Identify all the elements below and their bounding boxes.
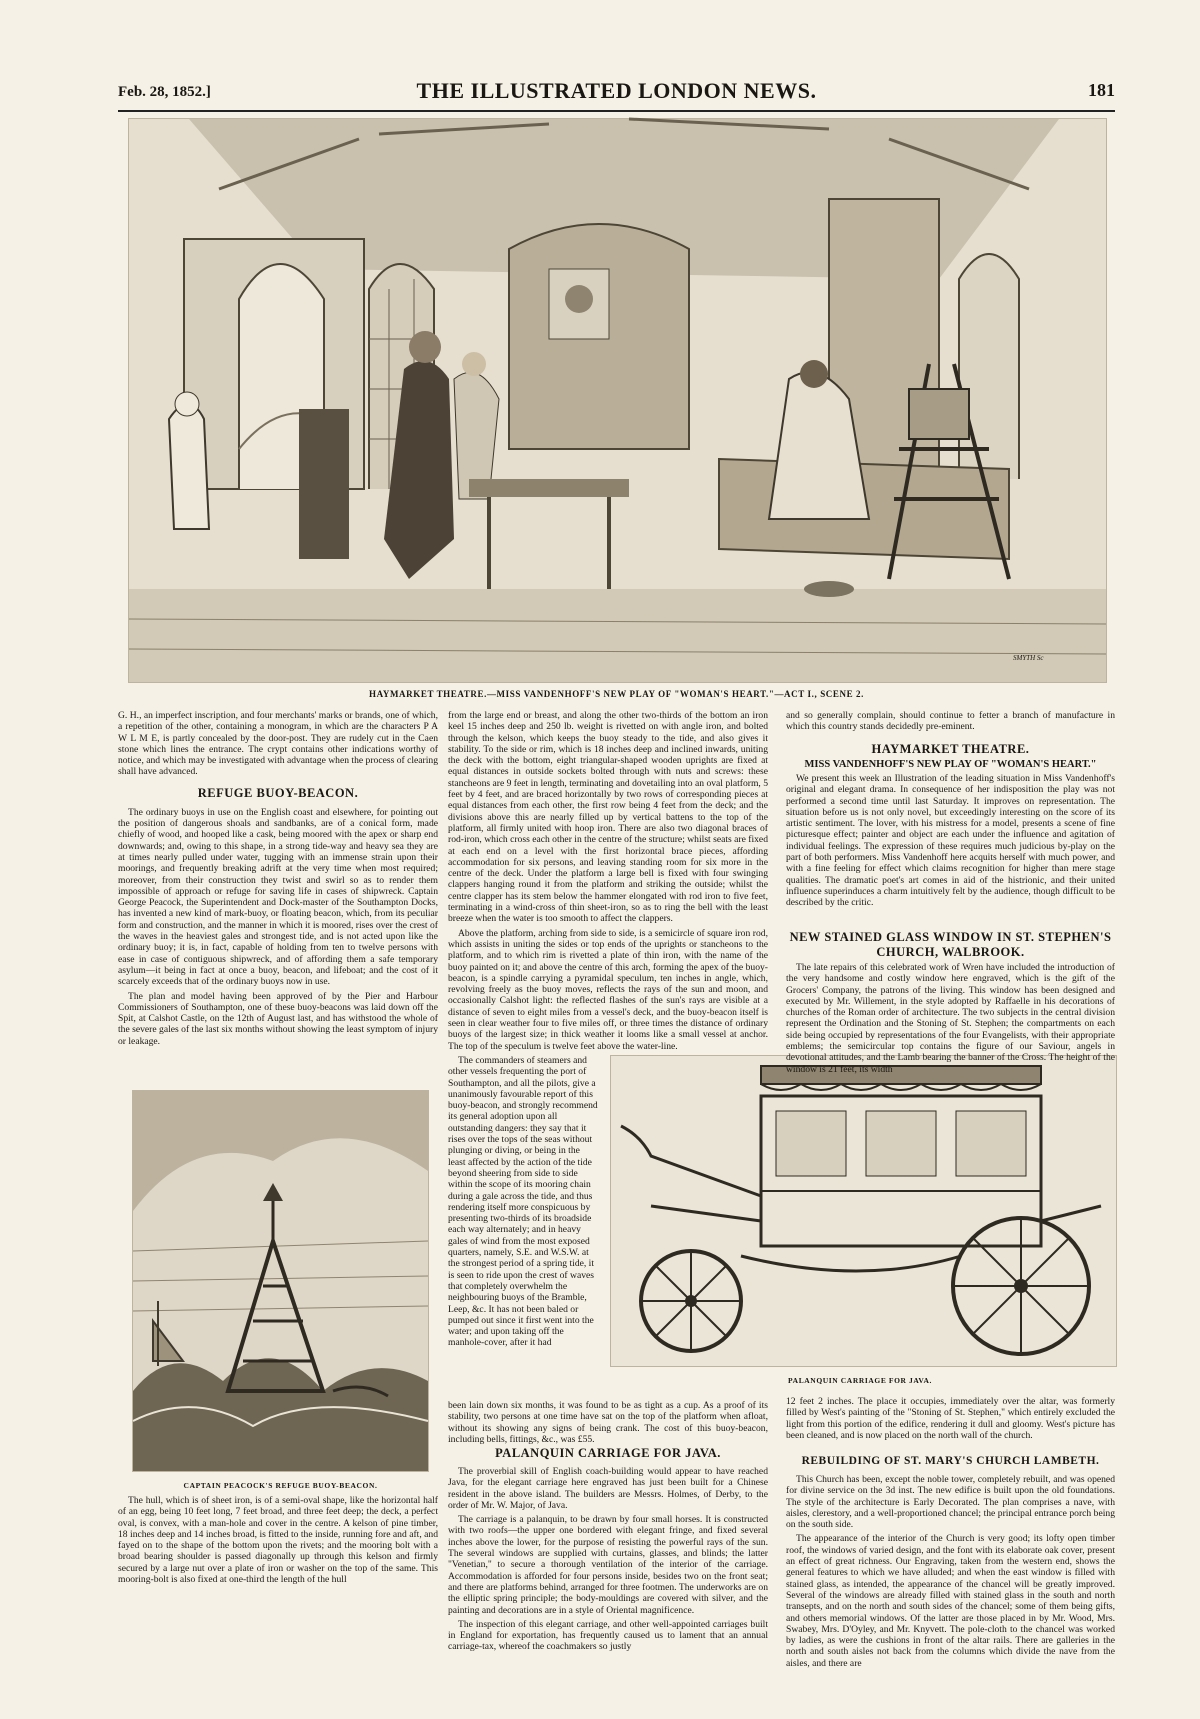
column-2-narrow bbox=[448, 1055, 598, 1400]
carriage-heading: PALANQUIN CARRIAGE FOR JAVA. bbox=[495, 1446, 721, 1460]
buoy-paragraph-3: The hull, which is of sheet iron, is of a semi-oval shape, like the horizontal half of an egg, being 10 feet long, 7 feet broad, and three feet deep; the deck, a perfect oval, is convex, with a man-hole and cover in the centre. A kelson of pine timber, 18 inches deep and 14 inches broad, is fitted to the inside, running fore and aft, and fayed on to the shape of the bottom upon the rivets; and the mooring bolt with a broad bearing shoulder is passed diagonally up through this kelson and firmly secured by a large nut over a plate of iron or washer on the top of the same. This mooring-bolt is also fixed at one-third the length of the hull bbox=[118, 1495, 438, 1586]
buoy-paragraph-5: Above the platform, arching from side to side, is a semicircle of square iron rod, which assists in uniting the sides or top ends of the uprights or stancheons to the platform, and to which rim is rivetted a plate of thin iron, with the name of the buoy painted on it; and above the centre of this arch, forming the apex of the buoy-beacon, is a spindle carrying a pyramidal speculum, ten inches in angle, which, revolving freely as the buoy moves, reflects the rays of the sun and moon, and occasionally Calshot light: the reflected flashes of the sun's rays are visible at a distance of seven to eight miles from a vessel's deck, and the buoy-beacon itself is seen in clear weather four to five miles off, or three times the distance of ordinary buoys of the largest size; in thick weather it looms like a small vessel at anchor. The top of the speculum is twelve feet above the water-line. bbox=[448, 927, 768, 1052]
column-3-theatre bbox=[786, 773, 1115, 923]
buoy-paragraph-6: The commanders of steamers and other vessels frequenting the port of Southampton, and all the pilots, give a unanimously favourable report of this buoy-beacon, and strongly recommend its general adoption upon all outstanding dangers: they say that it rises over the tops of the seas without plunging or diving, or being in the least affected by the action of the tide beyond sheering from side to side within the scope of its mooring chain during a gale across the tide, and thus rendering itself more conspicuous by presenting two-thirds of its broadside each way alternately; and in heavy gales of wind from the most exposed quarters, namely, S.E. and W.S.W. at the strongest period of a spring tide, it is seen to ride upon the crest of waves that completely overwhelm the neighbouring buoys of the Bramble, Leep, &c. It has not been baled or pumped out since it first went into the water; and upon taking off the manhole-cover, after it had bbox=[448, 1055, 598, 1349]
buoy-beacon-engraving bbox=[132, 1090, 429, 1472]
page-header bbox=[118, 78, 1115, 110]
lambeth-paragraph-2: The appearance of the interior of the Church is very good; its lofty open timber roof, the windows of varied design, and the font with its elaborate oak cover, present an effect of great richness. Our Engraving, taken from the western end, shows the general features to which we have alluded; and when the east window is filled with stained glass, as intended, the appearance of the chancel will be greatly improved. Several of the windows are already filled with stained glass in the south and north transepts, and on the north and south sides of the chancel; some of them being gifts, and others memorial windows. Of the latter are those placed in by Mr. Wood, Mrs. Swabey, Mrs. D'Oyley, and Mr. Knyvett. The pole-cloth to the chancel was worked by ladies, as were the cushions in front of the altar rails. There are galleries in the north and south aisles not back from the columns which divide the nave from the aisles, and there are bbox=[786, 1533, 1115, 1669]
theatre-caption: HAYMARKET THEATRE.—MISS VANDENHOFF'S NEW PLAY OF "WOMAN'S HEART."—ACT I., SCENE 2. bbox=[368, 689, 865, 699]
carriage-paragraph-1: The proverbial skill of English coach-building would appear to have reached Java, for the elegant carriage here engraved has just been built for a Chinese resident in the above island. The builders are Messrs. Holmes, of Derby, to the order of Mr. W. Major, of Java. bbox=[448, 1466, 768, 1511]
window-paragraph-1: The late repairs of this celebrated work of Wren have included the introduction of the very handsome and costly window here engraved, which is the gift of the Grocers' Company, the patrons of the living. This window has been designed and executed by Mr. Willement, in the style adopted by Raffaelle in his decorations of churches of the Roman order of architecture. The two subjects in the central division represent the Ordination and the Stoning of St. Stephen; the compartments on each side being occupied by representations of the four Evangelists, with their appropriate emblems; the semicircular top contains the figure of our Saviour, angels in devotional attitudes, and the Lamb bearing the banner of the Cross. The height of the window is 21 feet, its width bbox=[786, 962, 1115, 1075]
theatre-scene-drawing bbox=[129, 119, 1106, 682]
column-2-upper bbox=[448, 710, 768, 1050]
header-rule bbox=[118, 110, 1115, 112]
theatre-paragraph: We present this week an Illustration of the leading situation in Miss Vandenhoff's original and elegant drama. In consequence of her indisposition the play was not performed a second time until last Saturday. It improves on representation. The situation before us is not only novel, but exceedingly interesting on the score of its artistic sentiment. The lover, with his mistress for a model, presents a scene of fine picturesque effect; painter and object are each under the influence and agitation of individual feelings. The expression of these requires much judicious by-play on the part of both performers. Miss Vandenhoff here acquits herself with much power, and with a fine feeling for effect which claims recognition for higher than mere stage qualities. The dramatic poet's art comes in aid of the histrionic, and their united influence superinduces a charm intuitively felt by the audience, though difficult to be described by the critic. bbox=[786, 773, 1115, 909]
buoy-beacon-drawing bbox=[133, 1091, 428, 1471]
carriage-paragraph-2: The carriage is a palanquin, to be drawn by four small horses. It is constructed with two roofs—the upper one bordered with elegant fringe, and fixed several inches above the lower, for the purpose of resisting the powerful rays of the sun. The several windows are supplied with curtains, glasses, and blinds; the latter "Venetian," to secure a thorough ventilation of the interior of the carriage. Accommodation is afforded for four persons inside, besides two on the front seat; and there are platforms behind, arranged for three footmen. The underworks are on the elliptic spring principle; the body-mouldings are covered with silver, and the painting and decorations are in a style of Oriental magnificence. bbox=[448, 1514, 768, 1616]
issue-date: Feb. 28, 1852.] bbox=[118, 84, 211, 100]
column-1-upper bbox=[118, 710, 438, 1050]
theatre-scene-engraving bbox=[128, 118, 1107, 683]
column-1-lower bbox=[118, 1495, 438, 1595]
buoy-paragraph-1: The ordinary buoys in use on the English coast and elsewhere, for pointing out the position of dangerous shoals and sandbanks, are of a conical form, made chiefly of wood, and hooped like a cask, being moored with the apex or sharp end downwards; and, owing to this shape, in a strong tide-way and heavy sea they are at times nearly pulled under water, tugging with an immense strain upon their moorings, and frequently breaking adrift at the very time when most required; moreover, from their construction they twist and swirl so as to render them impossible of approach or refuge for saving life in cases of shipwreck. Captain George Peacock, the Superintendent and Dock-master of the Southampton Docks, has invented a new kind of mark-buoy, or floating beacon, which, from its peculiar form and construction, and the manner in which it is moored, rises over the crest of the waves in the heaviest gales and strongest tide, and is not acted upon like the ordinary buoy; it is, in fact, capable of holding from ten to twelve persons with ease in case of contiguous shipwreck, and of affording them a safe temporary asylum—it being in fact at once a buoy, beacon, and lifeboat; and the cost of it scarcely exceeds that of the ordinary buoys now in use. bbox=[118, 806, 438, 988]
stained-glass-heading: NEW STAINED GLASS WINDOW IN ST. STEPHEN'S CHURCH, WALBROOK. bbox=[789, 930, 1112, 959]
carriage-drawing bbox=[611, 1056, 1116, 1366]
window-paragraph-2: 12 feet 2 inches. The place it occupies, immediately over the altar, was formerly filled by West's painting of the "Stoning of St. Stephen," which entirely excluded the light from this portion of the edifice, rendering it dull and gloomy. West's picture has been cleaned, and is now placed on the north wall of the church. bbox=[786, 1396, 1115, 1441]
haymarket-heading: HAYMARKET THEATRE. bbox=[871, 742, 1030, 756]
buoy-paragraph-7: been lain down six months, it was found to be as tight as a cup. As a proof of its stability, two persons at one time have sat on the top of the platform when afloat, without its showing any signs of being crank. The cost of this buoy-beacon, including bells, fittings, &c., was £55. bbox=[448, 1400, 768, 1445]
haymarket-subheading: MISS VANDENHOFF'S NEW PLAY OF "WOMAN'S HEART." bbox=[804, 759, 1097, 770]
carriage-caption: PALANQUIN CARRIAGE FOR JAVA. bbox=[788, 1376, 932, 1385]
lambeth-heading: REBUILDING OF ST. MARY'S CHURCH LAMBETH. bbox=[801, 1455, 1100, 1467]
masthead: THE ILLUSTRATED LONDON NEWS. bbox=[416, 78, 817, 103]
column-2-wide bbox=[448, 1400, 768, 1445]
tax-paragraph: and so generally complain, should continue to fetter a branch of manufacture in which this country stands decidedly pre-eminent. bbox=[786, 710, 1115, 733]
column-2-lower bbox=[448, 1466, 768, 1653]
column-3-lambeth bbox=[786, 1474, 1115, 1669]
column-3-window-cont bbox=[786, 1396, 1115, 1448]
carriage-paragraph-3: The inspection of this elegant carriage, and other well-appointed carriages built in England for exportation, has frequently caused us to lament that an annual carriage-tax, whereof the coachmakers so justly bbox=[448, 1618, 768, 1653]
buoy-paragraph-4: from the large end or breast, and along the other two-thirds of the bottom an iron keel 15 inches deep and 250 lb. weight is rivetted on with angle iron, and bolted through the kelson, which keeps the buoy steady to the tide, and also gives it stability. To the side or rim, which is 18 inches deep and inclined inwards, uniting the deck with the bottom, eight triangular-shaped wooden uprights are fixed at equal distances in outside sockets bolted through with nuts and screws: these stancheons are 9 feet in length, terminating and dovetailing into an oval platform, 5 feet by 4 feet, and are braced horizontally by two rows of corresponding pieces at equal distances from each other, the first row being 4 feet from the deck; and the divisions above this are nearly filled up by vertical battens to the top of the platform, all firmly united with hoop iron. There are also two diagonal braces of rod-iron, which cross each other in the centre of the structure; whilst seats are fixed at each end on a level with the first horizontal brace pieces, affording accommodation for six persons, and leaving standing room for six more in the centre of the deck. Under the platform a large bell is fixed with four swinging clappers hanging round it from the platform and striking the outside; whilst the centre clapper has its stem below the hammer elongated with rod iron to five feet, terminating in a wind-cross of thin sheet-iron, so as to ring the bell with the least breeze when the water is too smooth to affect the clappers. bbox=[448, 710, 768, 925]
page-number: 181 bbox=[1088, 80, 1115, 100]
crypt-paragraph: G. H., an imperfect inscription, and four merchants' marks or brands, one of which, a repetition of the other, containing a monogram, in which are the characters P A W L M E, is partly concealed by the door-post. They are rudely cut in the Caen stone which lines the entrance. The crypt contains other indications worthy of notice, and which may be investigated with advantage when the process of clearing shall have advanced. bbox=[118, 710, 438, 778]
buoy-heading: REFUGE BUOY-BEACON. bbox=[197, 785, 359, 800]
engraver-signature: SMYTH Sc bbox=[1013, 654, 1044, 662]
column-3-window bbox=[786, 962, 1115, 1075]
buoy-paragraph-2: The plan and model having been approved of by the Pier and Harbour Commissioners of Southampton, one of these buoy-beacons was laid down off the Spit, at Calshot Castle, on the 12th of August last, and has withstood the whole of the severe gales of the last six months without showing the least symptom of injury or leakage. bbox=[118, 990, 438, 1047]
buoy-caption: CAPTAIN PEACOCK'S REFUGE BUOY-BEACON. bbox=[183, 1481, 378, 1490]
palanquin-carriage-engraving bbox=[610, 1055, 1117, 1367]
lambeth-paragraph-1: This Church has been, except the noble tower, completely rebuilt, and was opened for divine service on the 3d inst. The new edifice is built upon the old foundations. The style of the architecture is Early Decorated. The plan comprises a nave, with aisles, clerestory, and a well-proportioned chancel; the principal entrance porch being on the south side. bbox=[786, 1474, 1115, 1531]
